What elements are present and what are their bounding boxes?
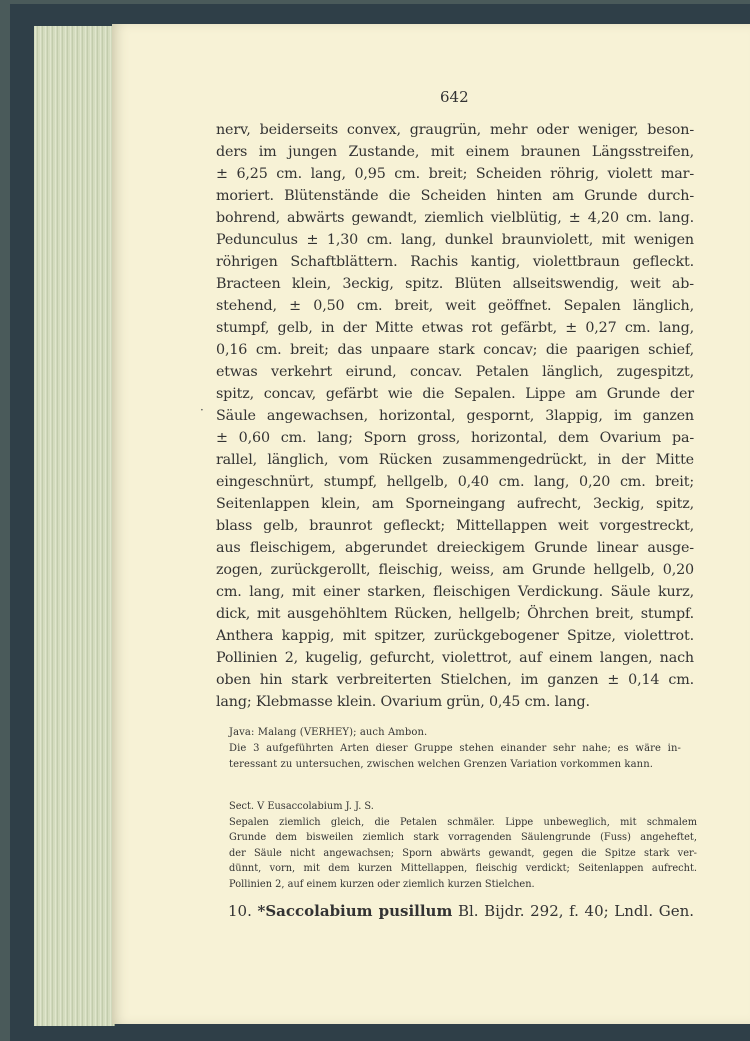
body-line: ± 6,25 cm. lang, 0,95 cm. breit; Scheiden röhrig, violett mar-	[216, 166, 694, 182]
body-line: dick, mit ausgehöhltem Rücken, hellgelb; Öhrchen breit, stumpf.	[216, 606, 694, 622]
remark-note	[229, 741, 681, 773]
species-name: *Saccolabium pusillum	[257, 902, 453, 920]
species-description	[216, 119, 694, 713]
locality-note: Java: Malang (VERHEY); auch Ambon.	[229, 727, 428, 738]
body-line: Pollinien 2, kugelig, gefurcht, violettrot, auf einem langen, nach	[216, 650, 694, 666]
body-line: rallel, länglich, vom Rücken zusammengedrückt, in der Mitte	[216, 452, 694, 468]
section-line: dünnt, vorn, mit dem kurzen Mittellappen, fleischig verdickt; Seitenlappen aufrecht.	[229, 863, 697, 874]
margin-mark: ·	[200, 403, 204, 417]
body-line: Bracteen klein, 3eckig, spitz. Blüten allseitswendig, weit ab-	[216, 276, 694, 292]
section-line: Sepalen ziemlich gleich, die Petalen schmäler. Lippe unbeweglich, mit schmalem	[229, 816, 697, 828]
body-line: etwas verkehrt eirund, concav. Petalen länglich, zugespitzt,	[216, 364, 694, 380]
body-line: zogen, zurückgerollt, fleischig, weiss, am Grunde hellgelb, 0,20	[216, 562, 694, 578]
section-line: der Säule nicht angewachsen; Sporn abwärts gewandt, gegen die Spitze stark ver-	[229, 847, 697, 859]
page-edges	[34, 26, 115, 1026]
note-line: Die 3 aufgeführten Arten dieser Gruppe stehen einander sehr nahe; es wäre in-	[229, 743, 681, 754]
section-line: Grunde dem bisweilen ziemlich stark vorragenden Säulengrunde (Fuss) angeheftet,	[229, 832, 697, 843]
body-line: stumpf, gelb, in der Mitte etwas rot gefärbt, ± 0,27 cm. lang,	[216, 320, 694, 336]
body-line: 0,16 cm. breit; das unpaare stark concav; die paarigen schief,	[216, 342, 694, 358]
body-line: Säule angewachsen, horizontal, gespornt, 3lappig, im ganzen	[216, 408, 694, 424]
body-line: Anthera kappig, mit spitzer, zurückgebogener Spitze, violettrot.	[216, 628, 694, 644]
body-line: stehend, ± 0,50 cm. breit, weit geöffnet. Sepalen länglich,	[216, 298, 694, 314]
body-line: eingeschnürt, stumpf, hellgelb, 0,40 cm. lang, 0,20 cm. breit;	[216, 474, 694, 490]
body-line: nerv, beiderseits convex, graugrün, mehr oder weniger, beson-	[216, 122, 694, 138]
page-number: 642	[440, 88, 469, 106]
body-line: ders im jungen Zustande, mit einem braunen Längsstreifen,	[216, 144, 694, 160]
section-heading: Sect. V Eusaccolabium J. J. S.	[229, 801, 374, 812]
body-line: Seitenlappen klein, am Sporneingang aufrecht, 3eckig, spitz,	[216, 496, 694, 512]
species-entry-heading	[228, 900, 694, 922]
note-line: teressant zu untersuchen, zwischen welchen Grenzen Variation vorkommen kann.	[229, 759, 654, 770]
section-description	[229, 799, 697, 892]
body-line: oben hin stark verbreiterten Stielchen, im ganzen ± 0,14 cm.	[216, 672, 694, 688]
entry-citation: Bl. Bijdr. 292, f. 40; Lndl. Gen.	[457, 902, 694, 920]
body-line: Pedunculus ± 1,30 cm. lang, dunkel braunviolett, mit wenigen	[216, 232, 694, 248]
entry-number: 10.	[228, 902, 252, 920]
body-line: aus fleischigem, abgerundet dreieckigem Grunde linear ausge-	[216, 540, 694, 556]
body-line: blass gelb, braunrot gefleckt; Mittellappen weit vorgestreckt,	[216, 518, 694, 534]
body-line: bohrend, abwärts gewandt, ziemlich vielblütig, ± 4,20 cm. lang.	[216, 210, 694, 226]
body-line: röhrigen Schaftblättern. Rachis kantig, violettbraun gefleckt.	[216, 254, 694, 270]
body-line: spitz, concav, gefärbt wie die Sepalen. Lippe am Grunde der	[216, 386, 694, 402]
body-line: cm. lang, mit einer starken, fleischigen Verdickung. Säule kurz,	[216, 584, 694, 600]
body-line: moriert. Blütenstände die Scheiden hinten am Grunde durch-	[216, 188, 694, 204]
body-line: ± 0,60 cm. lang; Sporn gross, horizontal, dem Ovarium pa-	[216, 430, 694, 446]
section-line: Pollinien 2, auf einem kurzen oder ziemlich kurzen Stielchen.	[229, 878, 535, 890]
body-line: lang; Klebmasse klein. Ovarium grün, 0,45 cm. lang.	[216, 694, 590, 710]
